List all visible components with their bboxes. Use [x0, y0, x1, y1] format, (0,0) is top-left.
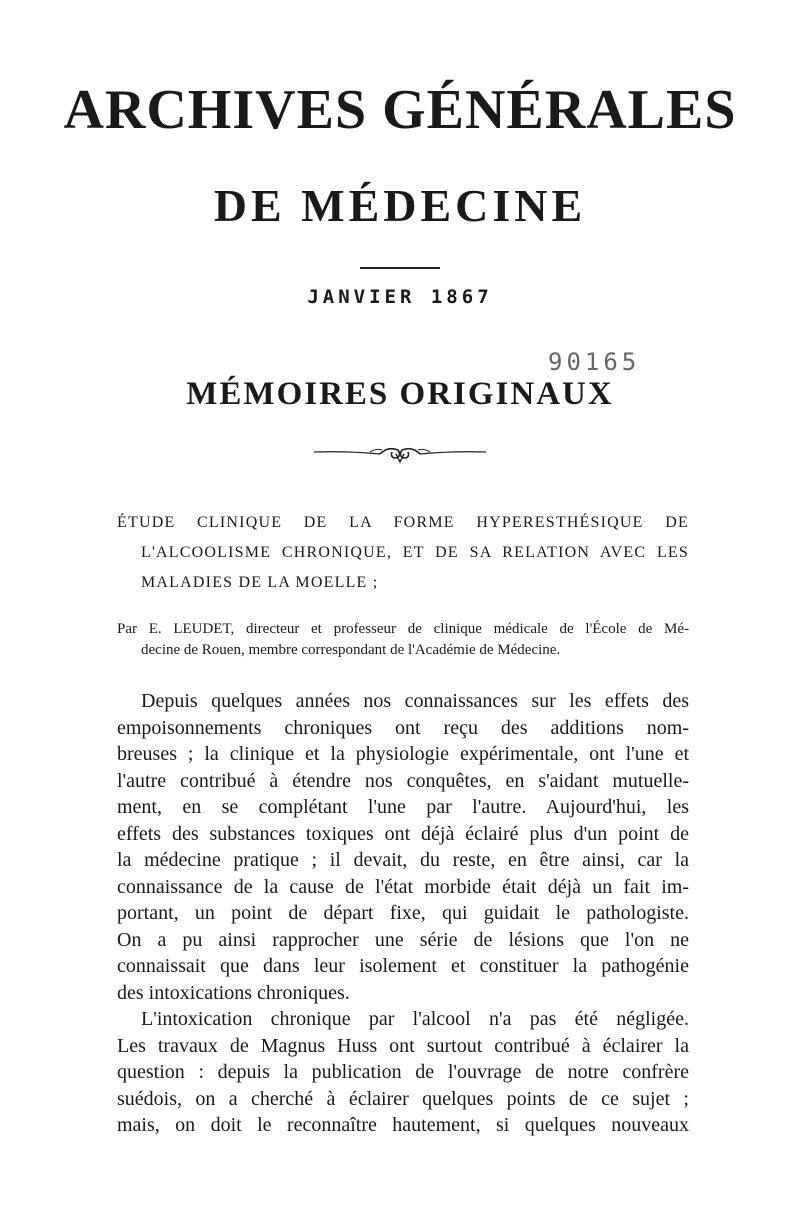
body-line: ment, en se complétant l'une par l'autre. Aujourd'hui, les — [117, 796, 689, 818]
body-line: empoisonnements chroniques ont reçu des additions nom- — [117, 716, 689, 739]
body-line: effets des substances toxiques ont déjà éclairé plus d'un point de — [117, 822, 689, 845]
body-line: question : depuis la publication de l'ouvrage de notre confrère — [117, 1061, 689, 1083]
journal-subtitle: DE MÉDECINE — [213, 180, 587, 231]
title-divider — [360, 267, 440, 269]
issue-date: JANVIER 1867 — [307, 286, 493, 308]
body-line: Les travaux de Magnus Huss ont surtout contribué à éclairer la — [117, 1034, 689, 1057]
body-line: mais, on doit le reconnaître hautement, si quelques nouveaux — [117, 1114, 689, 1136]
body-line: des intoxications chroniques. — [117, 981, 350, 1004]
article-body — [117, 688, 689, 1139]
body-line: breuses ; la clinique et la physiologie expérimentale, ont l'une et — [117, 743, 689, 765]
body-line: L'intoxication chronique par l'alcool n'a pas été négligée. — [141, 1008, 689, 1030]
body-line: suédois, on a cherché à éclairer quelques points de ce sujet ; — [117, 1087, 689, 1110]
article-title-line: ÉTUDE CLINIQUE DE LA FORME HYPERESTHÉSIQUE DE — [117, 514, 689, 531]
section-title: MÉMOIRES ORIGINAUX — [186, 376, 614, 412]
library-stamp-number: 90165 — [548, 348, 641, 376]
body-line: On a pu ainsi rapprocher une série de lésions que l'on ne — [117, 928, 689, 951]
journal-title: ARCHIVES GÉNÉRALES — [63, 79, 737, 141]
article-title — [117, 508, 689, 598]
body-line: Depuis quelques années nos connaissances sur les effets des — [141, 690, 689, 712]
article-title-line: MALADIES DE LA MOELLE ; — [141, 574, 379, 591]
body-line: l'autre contribué à étendre nos conquêtes, en s'aidant mutuelle- — [117, 769, 689, 792]
ornament-divider — [310, 440, 490, 464]
author-byline — [117, 619, 689, 661]
body-line: connaissance de la cause de l'état morbide était déjà un fait im- — [117, 875, 689, 898]
body-line: connaissait que dans leur isolement et constituer la pathogénie — [117, 955, 689, 977]
byline-line: decine de Rouen, membre correspondant de l'Académie de Médecine. — [141, 642, 561, 658]
byline-line: Par E. LEUDET, directeur et professeur de clinique médicale de l'École de Mé- — [117, 621, 689, 637]
body-line: portant, un point de départ fixe, qui guidait le pathologiste. — [117, 902, 689, 924]
article-title-line: L'ALCOOLISME CHRONIQUE, ET DE SA RELATION AVEC LES — [141, 544, 689, 561]
body-line: la médecine pratique ; il devait, du reste, en être ainsi, car la — [117, 849, 689, 871]
